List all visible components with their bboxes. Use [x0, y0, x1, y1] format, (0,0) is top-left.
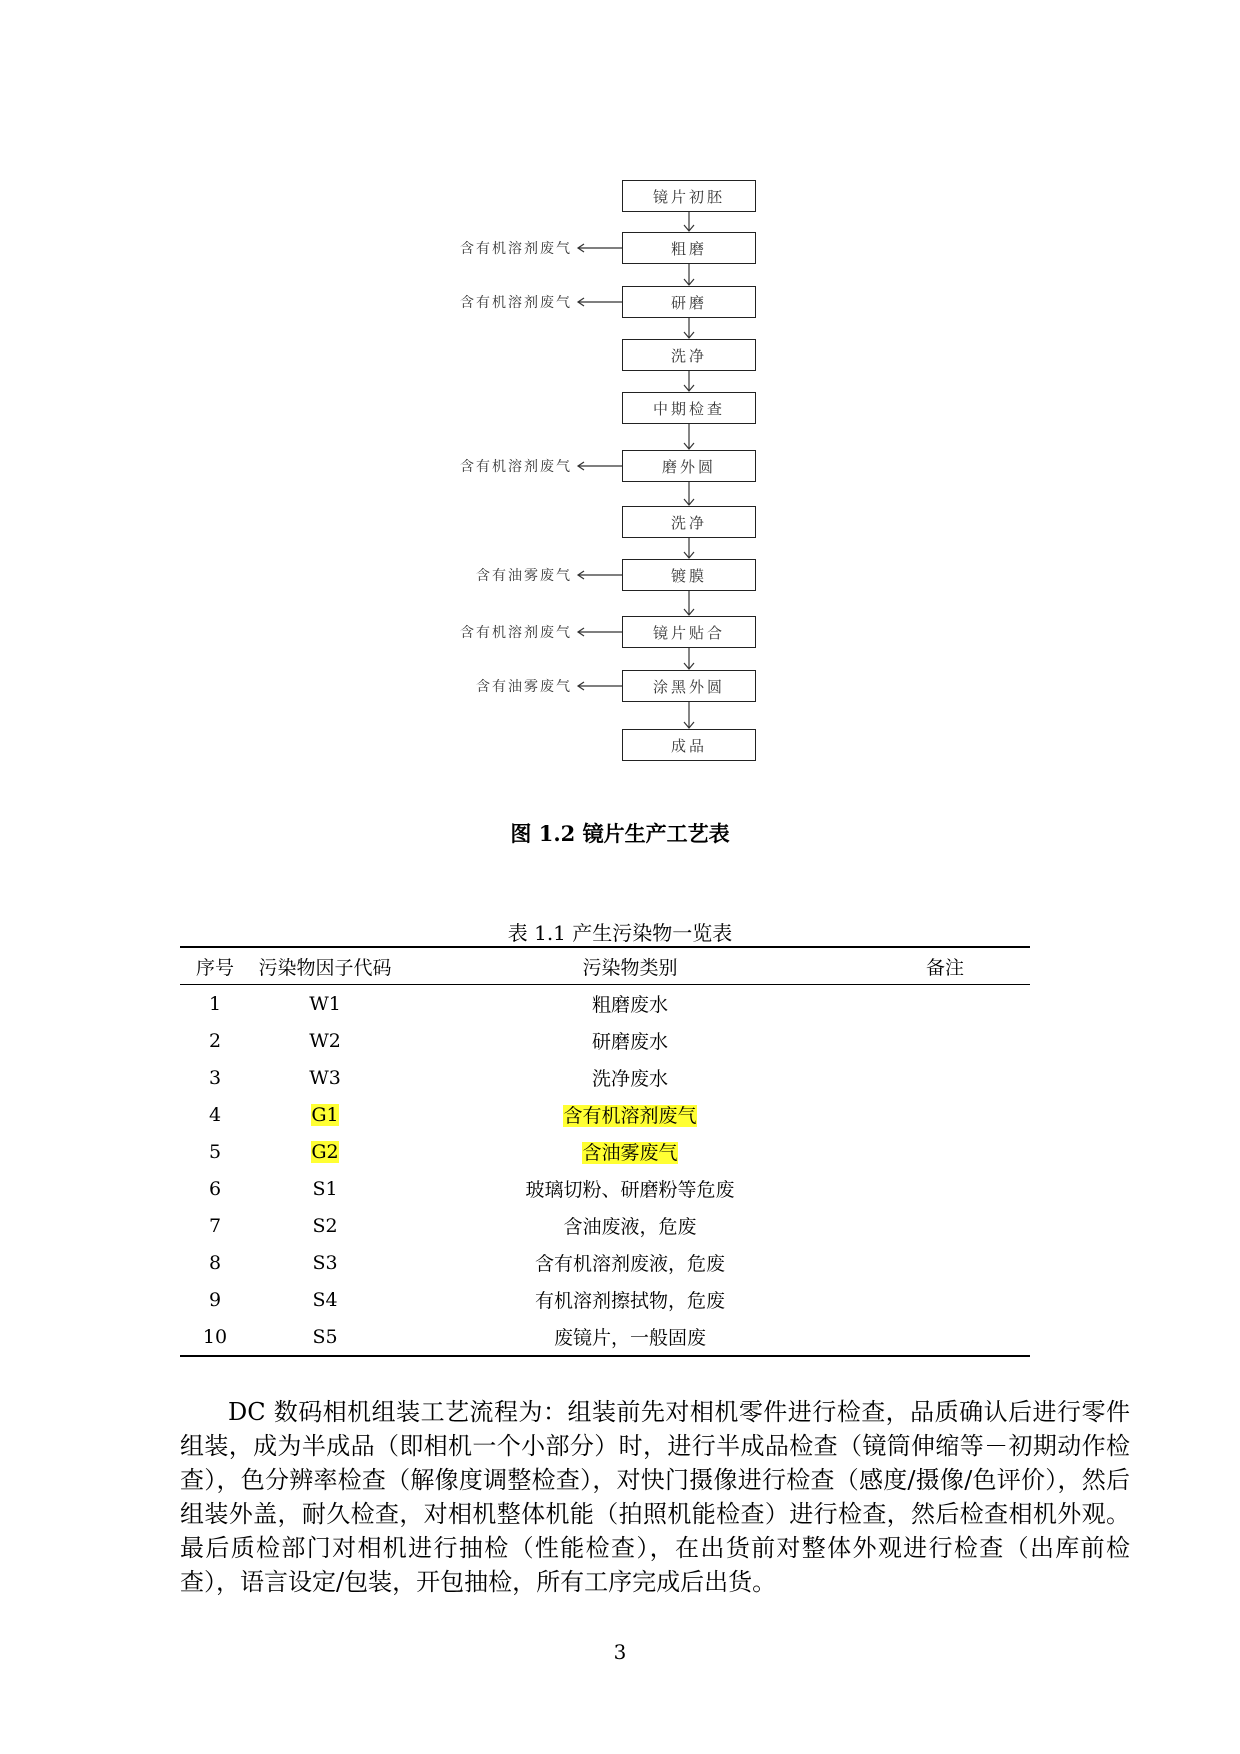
header-code: 污染物因子代码 [258, 956, 392, 979]
flow-step: 研磨 [622, 286, 756, 318]
flow-side-output: 含有机溶剂废气 [460, 625, 572, 641]
cell-code [250, 1059, 400, 1096]
cell-remark [860, 1170, 1030, 1207]
cell-remark [860, 1096, 1030, 1133]
cell-remark [860, 1207, 1030, 1244]
cell-category-text: 洗净废水 [591, 1068, 668, 1090]
cell-category-text: 含有机溶剂废液，危废 [534, 1253, 725, 1275]
cell-code-text: S5 [312, 1325, 338, 1348]
cell-code-text: G1 [311, 1103, 339, 1126]
cell-index [180, 1096, 250, 1133]
cell-code-text: S1 [312, 1177, 338, 1200]
cell-code-text: W2 [309, 1029, 341, 1052]
table-row [180, 1096, 1030, 1133]
table-row [180, 1244, 1030, 1281]
flow-step: 中期检查 [622, 392, 756, 424]
flow-side-output: 含有机溶剂废气 [460, 295, 572, 311]
flow-step: 镜片贴合 [622, 616, 756, 648]
cell-category-text: 研磨废水 [591, 1031, 668, 1053]
flow-side-output: 含有油雾废气 [476, 679, 572, 695]
body-paragraph: DC 数码相机组装工艺流程为：组装前先对相机零件进行检查，品质确认后进行零件组装，成为半成品（即相机一个小部分）时，进行半成品检查（镜筒伸缩等－初期动作检查），色分辨率检查（解像度调整检查），对快门摄像进行检查（感度/摄像/色评价），然后组装外盖，耐久检查，对相机整体机能（拍照机能检查）进行检查，然后检查相机外观。最后质检部门对相机进行抽检（性能检查），在出货前对整体外观进行检查（出库前检查），语言设定/包装，开包抽检，所有工序完成后出货。 [180, 1398, 1130, 1596]
cell-category-text: 玻璃切粉、研磨粉等危废 [525, 1179, 735, 1201]
cell-code [250, 1133, 400, 1170]
cell-index [180, 1318, 250, 1356]
cell-category-text: 含油废液，危废 [563, 1216, 697, 1238]
cell-remark [860, 1318, 1030, 1356]
cell-category-text: 废镜片，一般固废 [553, 1327, 706, 1349]
cell-index-text: 5 [208, 1140, 222, 1163]
cell-index-text: 3 [208, 1066, 222, 1089]
flow-side-output: 含有机溶剂废气 [460, 459, 572, 475]
cell-index-text: 10 [202, 1325, 228, 1348]
header-remark: 备注 [925, 956, 964, 979]
header-index: 序号 [195, 956, 234, 979]
flow-step: 涂黑外圆 [622, 670, 756, 702]
cell-code-text: W3 [309, 1066, 341, 1089]
cell-index [180, 1133, 250, 1170]
cell-index [180, 1207, 250, 1244]
cell-remark [860, 1244, 1030, 1281]
cell-index-text: 2 [208, 1029, 222, 1052]
cell-category [400, 1281, 860, 1318]
flow-side-output: 含有机溶剂废气 [460, 241, 572, 257]
table-row [180, 1133, 1030, 1170]
table-row [180, 1318, 1030, 1356]
flow-step: 洗净 [622, 339, 756, 371]
table-row [180, 1022, 1030, 1059]
flow-step: 成品 [622, 729, 756, 761]
flow-step: 粗磨 [622, 232, 756, 264]
cell-remark [860, 985, 1030, 1023]
cell-category [400, 1244, 860, 1281]
cell-code-text: W1 [309, 992, 341, 1015]
table-row [180, 1059, 1030, 1096]
cell-index [180, 1281, 250, 1318]
cell-category-text: 含有机溶剂废气 [563, 1105, 697, 1127]
cell-category-text: 有机溶剂擦拭物，危废 [534, 1290, 725, 1312]
table-row [180, 1207, 1030, 1244]
table-row [180, 1170, 1030, 1207]
cell-category [400, 1170, 860, 1207]
cell-index [180, 1059, 250, 1096]
pollutant-table [180, 946, 1030, 1357]
cell-index-text: 9 [208, 1288, 222, 1311]
cell-code [250, 1281, 400, 1318]
flow-step: 洗净 [622, 506, 756, 538]
cell-code-text: S2 [312, 1214, 338, 1237]
flowchart-arrows [0, 0, 1240, 800]
cell-category [400, 1318, 860, 1356]
cell-remark [860, 1133, 1030, 1170]
page-number: 3 [613, 1640, 627, 1664]
figure-caption: 图 1.2 镜片生产工艺表 [510, 821, 730, 846]
cell-code [250, 1170, 400, 1207]
header-category: 污染物类别 [582, 956, 678, 979]
cell-code [250, 1318, 400, 1356]
table-row [180, 1281, 1030, 1318]
cell-remark [860, 1022, 1030, 1059]
cell-index [180, 1170, 250, 1207]
flow-step: 镀膜 [622, 559, 756, 591]
table-caption: 表 1.1 产生污染物一览表 [507, 921, 733, 945]
cell-index-text: 1 [208, 992, 222, 1015]
cell-category [400, 985, 860, 1023]
cell-code [250, 1244, 400, 1281]
cell-remark [860, 1281, 1030, 1318]
cell-index-text: 6 [208, 1177, 222, 1200]
cell-category-text: 粗磨废水 [591, 994, 668, 1016]
table-row [180, 985, 1030, 1023]
cell-category [400, 1133, 860, 1170]
flow-side-output: 含有油雾废气 [476, 568, 572, 584]
cell-category-text: 含油雾废气 [582, 1142, 678, 1164]
cell-category [400, 1096, 860, 1133]
cell-code [250, 1096, 400, 1133]
flow-step: 镜片初胚 [622, 180, 756, 212]
cell-code [250, 985, 400, 1023]
cell-remark [860, 1059, 1030, 1096]
table-header-row [180, 947, 1030, 985]
cell-category [400, 1059, 860, 1096]
flow-step: 磨外圆 [622, 450, 756, 482]
cell-index [180, 1022, 250, 1059]
cell-index-text: 4 [208, 1103, 222, 1126]
cell-code-text: G2 [311, 1140, 339, 1163]
cell-code-text: S3 [312, 1251, 338, 1274]
process-flowchart [0, 0, 1240, 800]
cell-category [400, 1207, 860, 1244]
cell-code-text: S4 [312, 1288, 338, 1311]
cell-index-text: 8 [208, 1251, 222, 1274]
cell-index-text: 7 [208, 1214, 222, 1237]
cell-index [180, 1244, 250, 1281]
cell-code [250, 1207, 400, 1244]
cell-code [250, 1022, 400, 1059]
cell-category [400, 1022, 860, 1059]
cell-index [180, 985, 250, 1023]
